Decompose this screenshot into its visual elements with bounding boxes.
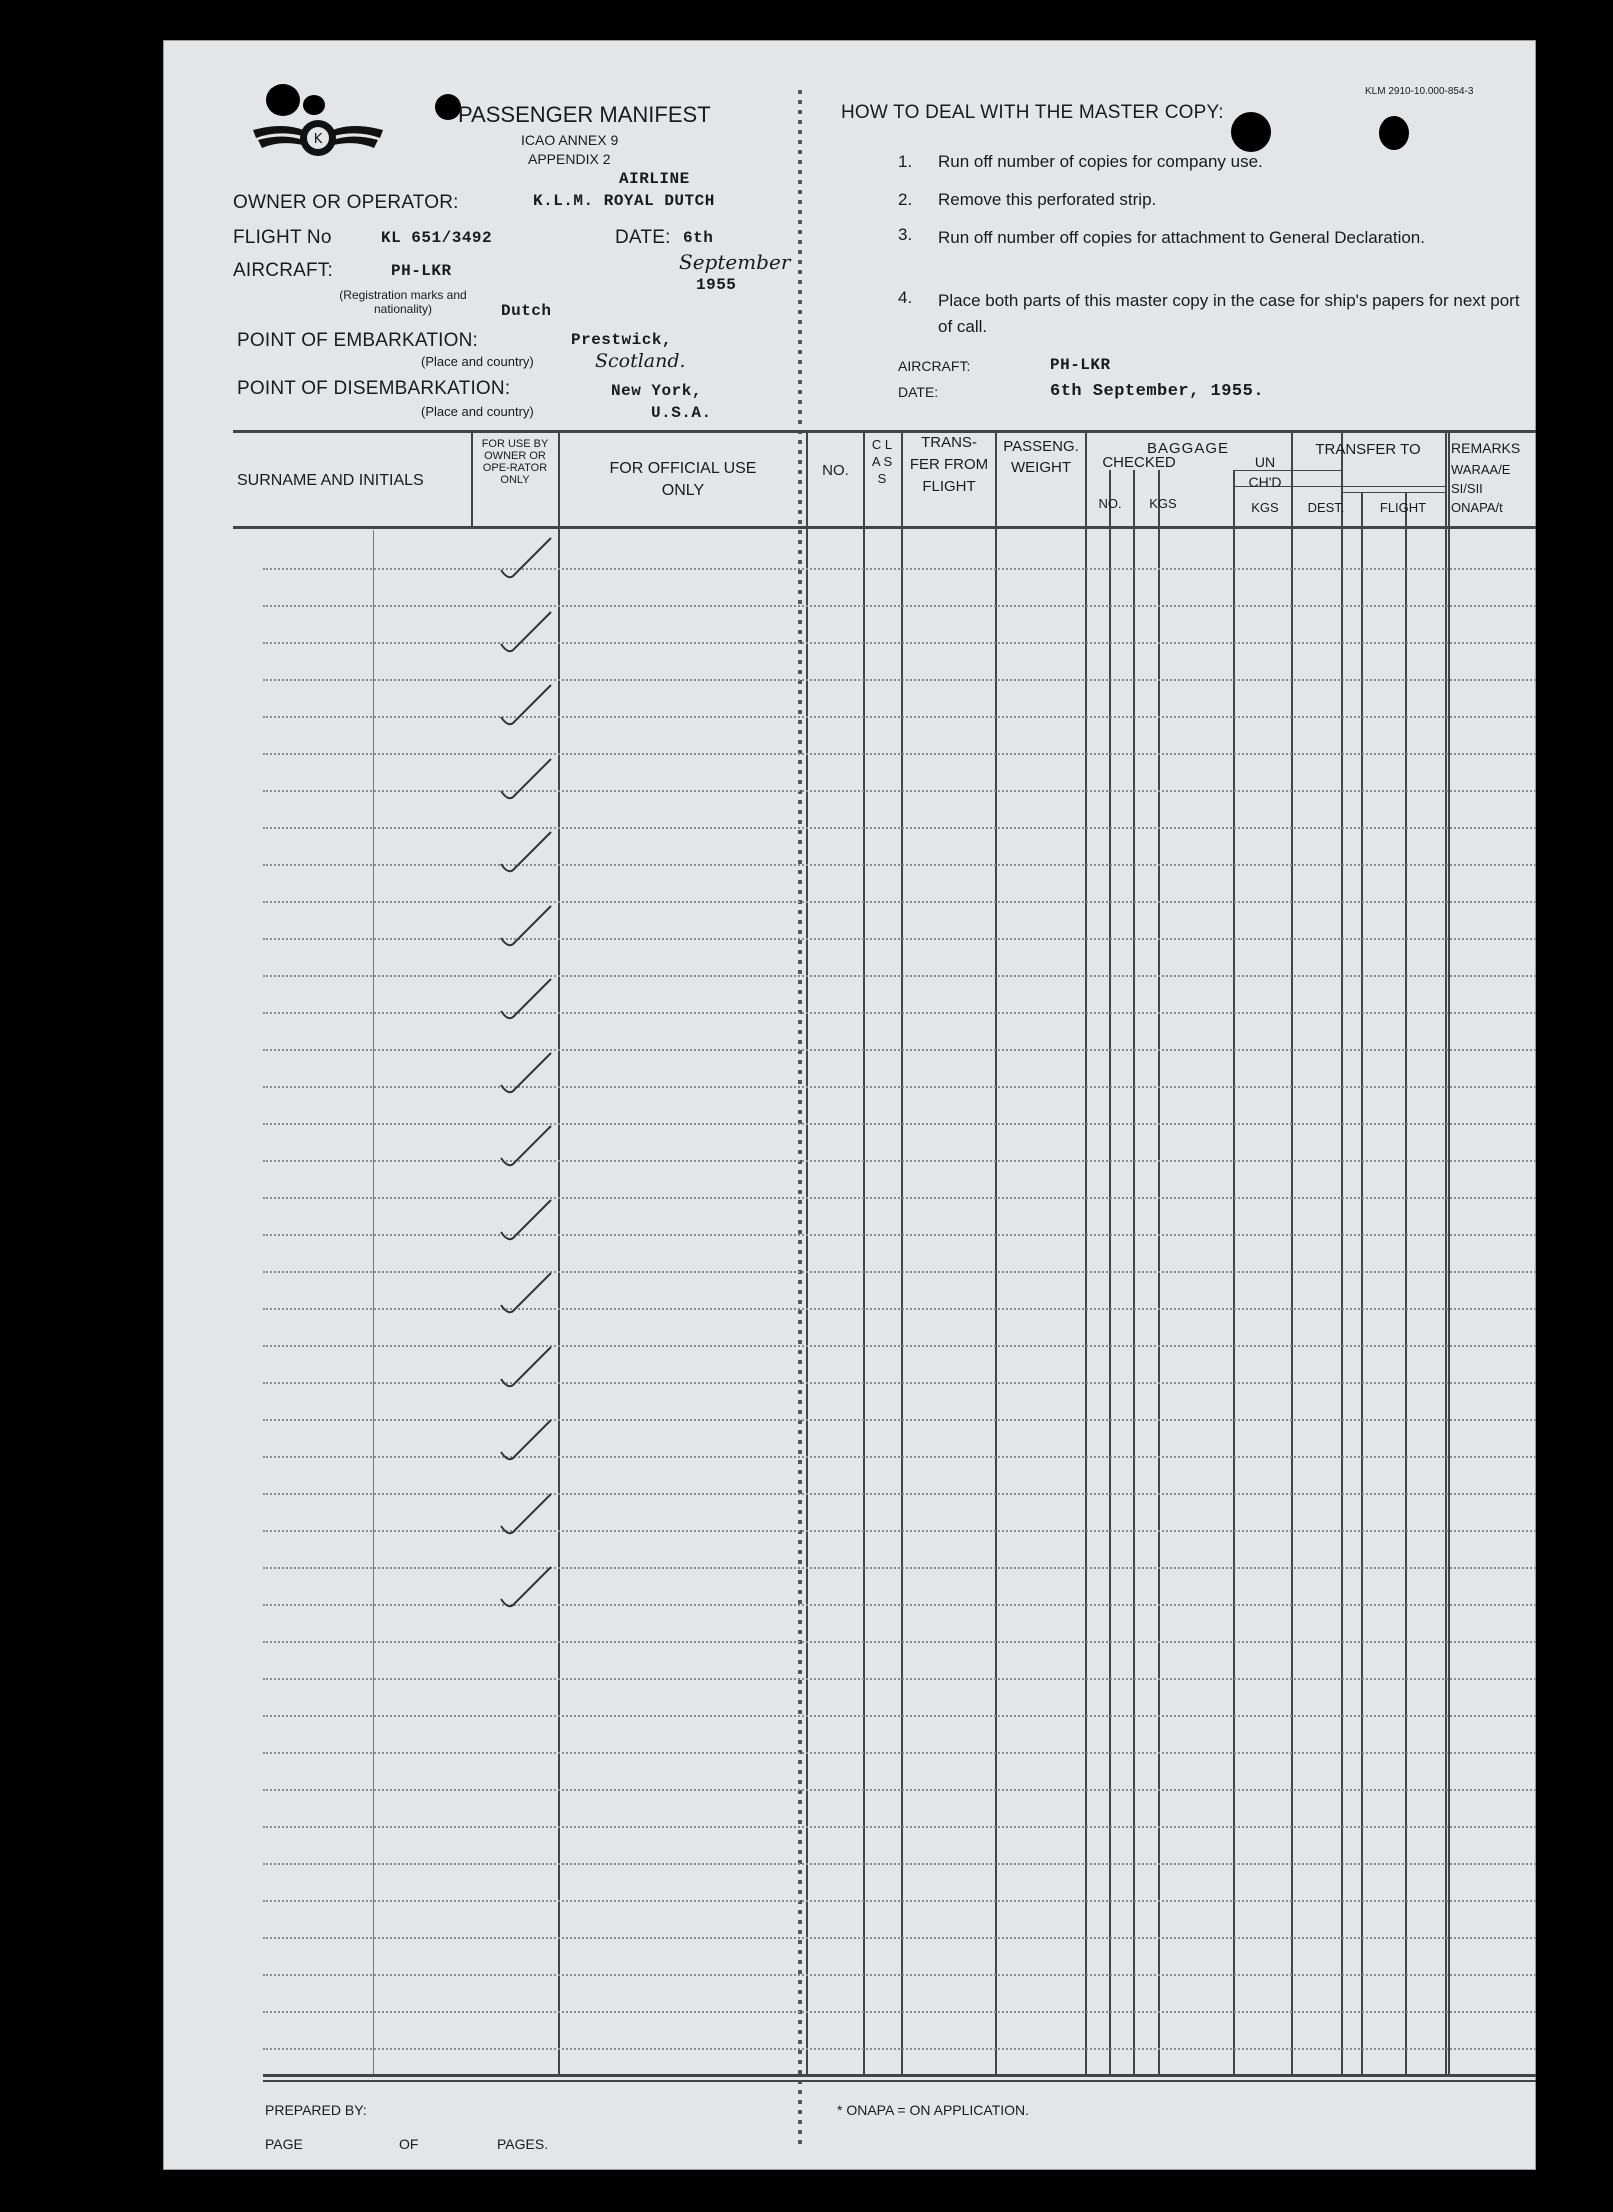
table-row	[163, 1069, 1536, 1143]
flight-value: KL 651/3492	[381, 229, 493, 247]
airline-logo	[248, 100, 388, 170]
date-label: DATE:	[615, 227, 671, 248]
instruction-item	[898, 152, 1538, 172]
table-row	[163, 995, 1536, 1069]
instr-aircraft-value: PH-LKR	[1050, 356, 1111, 374]
check-mark-icon	[491, 824, 571, 884]
col-header-surname: SURNAME AND INITIALS	[237, 472, 424, 489]
aircraft-value: PH-LKR	[391, 262, 452, 280]
instr-aircraft-label: AIRCRAFT:	[898, 358, 971, 374]
page-label: PAGE	[265, 2136, 303, 2152]
instruction-item	[898, 190, 1538, 210]
check-mark-icon	[491, 1486, 571, 1546]
table-bottom-border	[263, 2074, 1536, 2077]
embark-value: Scotland.	[595, 350, 686, 372]
instr-date-label: DATE:	[898, 384, 939, 400]
ruled-line	[263, 1863, 1536, 1865]
embark-label: POINT OF EMBARKATION:	[237, 330, 479, 351]
check-mark-icon	[491, 1192, 571, 1252]
embark-value: Prestwick,	[571, 331, 673, 349]
pages-label: PAGES.	[497, 2136, 549, 2152]
table-row	[163, 554, 1536, 628]
ruled-line	[263, 1900, 1536, 1902]
col-header-checked: CHECKED	[1102, 454, 1176, 471]
instruction-item	[898, 288, 1538, 340]
check-mark-icon	[491, 898, 571, 958]
table-bottom-border	[263, 2080, 1536, 2082]
nationality-value: Dutch	[501, 302, 552, 320]
col-header-bag-no: NO.	[1098, 496, 1122, 511]
page-title: PASSENGER MANIFEST	[458, 102, 711, 127]
ink-blot	[1231, 112, 1271, 152]
check-mark-icon	[491, 530, 571, 590]
disembark-note: (Place and country)	[421, 404, 534, 419]
table-row	[163, 848, 1536, 922]
col-header-no: NO.	[822, 462, 849, 479]
owner-label: OWNER OR OPERATOR:	[233, 192, 459, 213]
ruled-line	[263, 1937, 1536, 1939]
registration-note: (Registration marks and nationality)	[339, 288, 467, 316]
ruled-line	[263, 1826, 1536, 1828]
table-row	[163, 1216, 1536, 1290]
ruled-line	[263, 1789, 1536, 1791]
prepared-by-label: PREPARED BY:	[265, 2102, 367, 2118]
check-mark-icon	[491, 677, 571, 737]
col-header-transfer-to: TRANSFER TO	[1315, 441, 1421, 458]
col-header-kgs: KGS	[1251, 500, 1279, 515]
check-mark-icon	[491, 1045, 571, 1105]
table-row	[163, 775, 1536, 849]
instruction-number: 2.	[898, 190, 913, 209]
col-header-weight: PASSENG. WEIGHT	[1003, 438, 1079, 476]
col-header-owner-use: FOR USE BY OWNER OR OPE-RATOR ONLY	[481, 438, 549, 486]
check-mark-icon	[491, 1339, 571, 1399]
check-mark-icon	[491, 1118, 571, 1178]
aircraft-label: AIRCRAFT:	[233, 260, 333, 281]
check-mark-icon	[491, 751, 571, 811]
ruled-line	[263, 1752, 1536, 1754]
instruction-text: Remove this perforated strip.	[938, 190, 1157, 209]
table-row	[163, 701, 1536, 775]
ruled-line	[263, 1678, 1536, 1680]
date-value: 6th	[683, 229, 714, 247]
table-row	[163, 1289, 1536, 1363]
ruled-line	[263, 2011, 1536, 2013]
check-mark-icon	[491, 971, 571, 1031]
ruled-line	[263, 2048, 1536, 2050]
col-header-dest: DEST.	[1307, 500, 1345, 515]
embark-note: (Place and country)	[421, 354, 534, 369]
instruction-number: 4.	[898, 288, 913, 307]
check-mark-icon	[491, 1559, 571, 1619]
col-header-flight: FLIGHT	[1379, 500, 1427, 515]
ink-blot	[1379, 116, 1409, 150]
instr-date-value: 6th September, 1955.	[1050, 382, 1265, 401]
table-row	[163, 1583, 1536, 1657]
col-header-remarks: REMARKS	[1451, 440, 1521, 456]
col-header-class: C L A S S	[871, 437, 893, 486]
check-mark-icon	[491, 604, 571, 664]
table-row	[163, 1510, 1536, 1584]
ruled-line	[263, 1715, 1536, 1717]
ruled-line	[263, 1974, 1536, 1976]
table-row	[163, 628, 1536, 702]
stamp-number: KLM 2910-10.000-854-3	[1365, 86, 1474, 97]
table-row	[163, 1436, 1536, 1510]
flight-label: FLIGHT No	[233, 227, 332, 248]
transfer-divider	[1341, 492, 1445, 493]
col-header-transfer-from: TRANS- FER FROM FLIGHT	[909, 434, 989, 495]
instruction-text: Run off number off copies for attachment to General Declaration.	[938, 228, 1425, 247]
col-header-baggage: BAGGAGE	[1146, 440, 1230, 457]
disembark-label: POINT OF DISEMBARKATION:	[237, 378, 511, 399]
disembark-value: New York,	[611, 382, 702, 400]
col-header-remarks-sub: WARAA/E SI/SII ONAPA/t	[1451, 462, 1511, 515]
date-value: September	[679, 250, 791, 274]
table-row	[163, 1142, 1536, 1216]
column-divider	[471, 432, 473, 528]
manifest-sheet	[163, 40, 1536, 2170]
instruction-number: 3.	[898, 225, 913, 244]
subtitle: APPENDIX 2	[528, 151, 611, 167]
date-value: 1955	[696, 276, 737, 294]
svg-text:K: K	[313, 132, 323, 147]
instruction-text: Place both parts of this master copy in the case for ship's papers for next port of call.	[938, 291, 1520, 336]
table-row	[163, 1363, 1536, 1437]
disembark-value: U.S.A.	[651, 404, 712, 422]
instruction-item	[898, 225, 1518, 251]
onapa-note: * ONAPA = ON APPLICATION.	[837, 2102, 1030, 2118]
instruction-text: Run off number of copies for company use.	[938, 152, 1263, 171]
table-row	[163, 922, 1536, 996]
airline-label: AIRLINE	[619, 170, 690, 188]
col-header-unchd: UN CH'D	[1248, 454, 1282, 490]
col-header-kgs: KGS	[1149, 496, 1177, 511]
check-mark-icon	[491, 1412, 571, 1472]
subtitle: ICAO ANNEX 9	[521, 132, 619, 148]
col-header-official: FOR OFFICIAL USE ONLY	[609, 460, 757, 499]
owner-value: K.L.M. ROYAL DUTCH	[533, 192, 715, 210]
check-mark-icon	[491, 1265, 571, 1325]
instruction-number: 1.	[898, 152, 913, 171]
instructions-heading: HOW TO DEAL WITH THE MASTER COPY:	[841, 102, 1224, 123]
of-label: OF	[399, 2136, 419, 2152]
